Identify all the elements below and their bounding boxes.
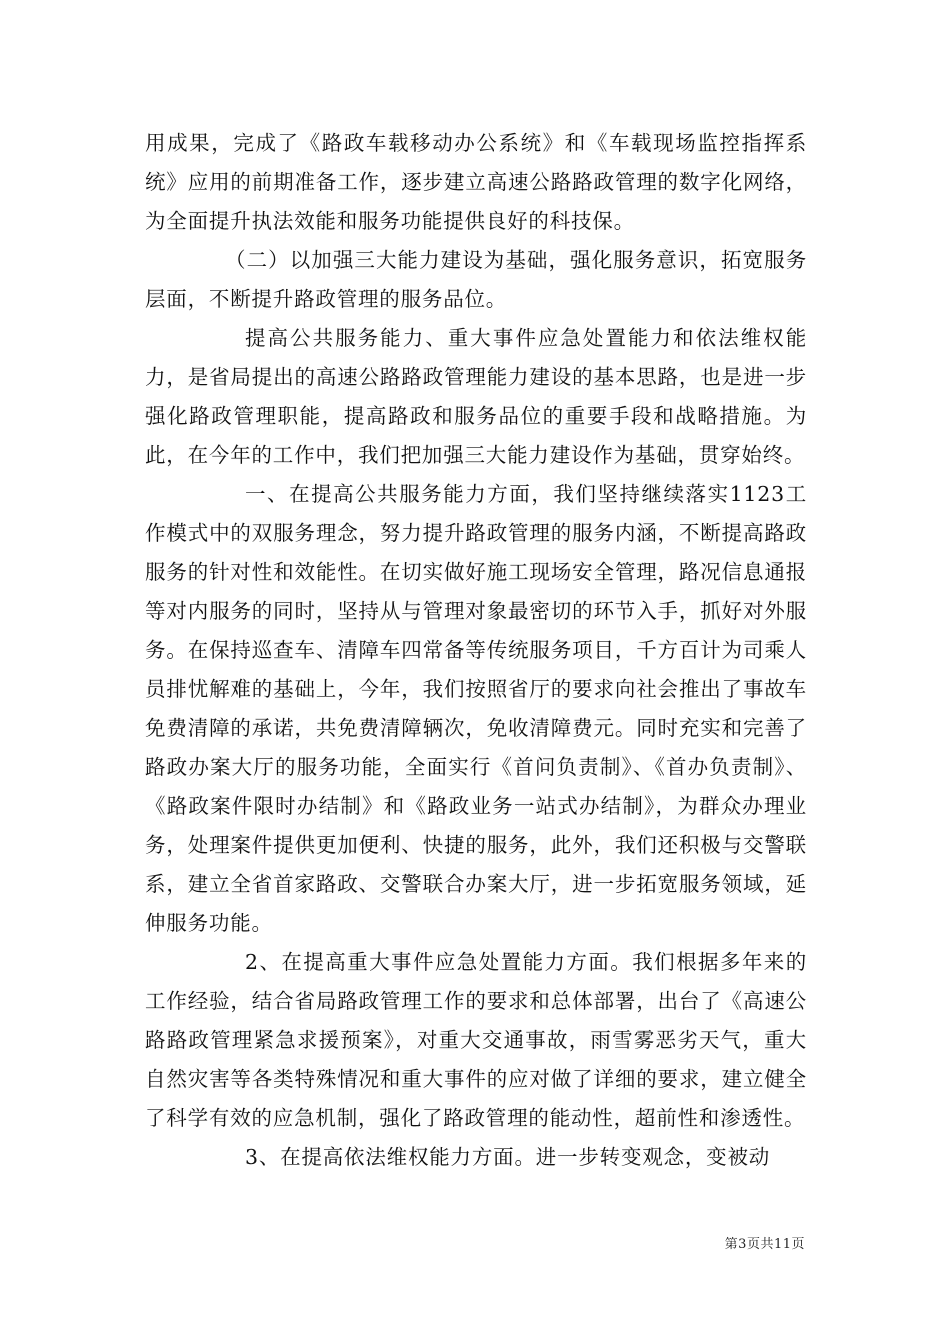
document-body	[145, 124, 807, 1177]
page-number-footer: 第3页共11页	[724, 1237, 805, 1252]
paragraph-rights: 3、在提高依法维权能力方面。进一步转变观念，变被动	[245, 1145, 771, 1169]
paragraph-public-service: 一、在提高公共服务能力方面，我们坚持继续落实1123工作模式中的双服务理念，努力提升路政管理的服务内涵，不断提高路政服务的针对性和效能性。在切实做好施工现场安全管理，路况信息通报等对内服务的同时，坚持从与管理对象最密切的环节入手，抓好对外服务。在保持巡查车、清障车四常备等传统服务项目，千方百计为司乘人员排忧解难的基础上，今年，我们按照省厅的要求向社会推出了事故车免费清障的承诺，共免费清障辆次，免收清障费元。同时充实和完善了路政办案大厅的服务功能，全面实行《首问负责制》、《首办负责制》、《路政案件限时办结制》和《路政业务一站式办结制》，为群众办理业务，处理案件提供更加便利、快捷的服务，此外，我们还积极与交警联系，建立全省首家路政、交警联合办案大厅，进一步拓宽服务领域，延伸服务功能。	[145, 482, 807, 935]
paragraph-emergency: 2、在提高重大事件应急处置能力方面。我们根据多年来的工作经验，结合省局路政管理工作的要求和总体部署，出台了《高速公路路政管理紧急求援预案》，对重大交通事故，雨雪雾恶劣天气，重大自然灾害等各类特殊情况和重大事件的应对做了详细的要求，建立健全了科学有效的应急机制，强化了路政管理的能动性，超前性和渗透性。	[145, 950, 807, 1130]
paragraph-continuation: 用成果，完成了《路政车载移动办公系统》和《车载现场监控指挥系统》应用的前期准备工作，逐步建立高速公路路政管理的数字化网络，为全面提升执法效能和服务功能提供良好的科技保。	[145, 131, 807, 233]
paragraph-intro: 提高公共服务能力、重大事件应急处置能力和依法维权能力，是省局提出的高速公路路政管理能力建设的基本思路，也是进一步强化路政管理职能，提高路政和服务品位的重要手段和战略措施。为此，在今年的工作中，我们把加强三大能力建设作为基础，贯穿始终。	[145, 326, 807, 467]
paragraph-section-heading: （二）以加强三大能力建设为基础，强化服务意识，拓宽服务层面，不断提升路政管理的服务品位。	[145, 248, 807, 311]
